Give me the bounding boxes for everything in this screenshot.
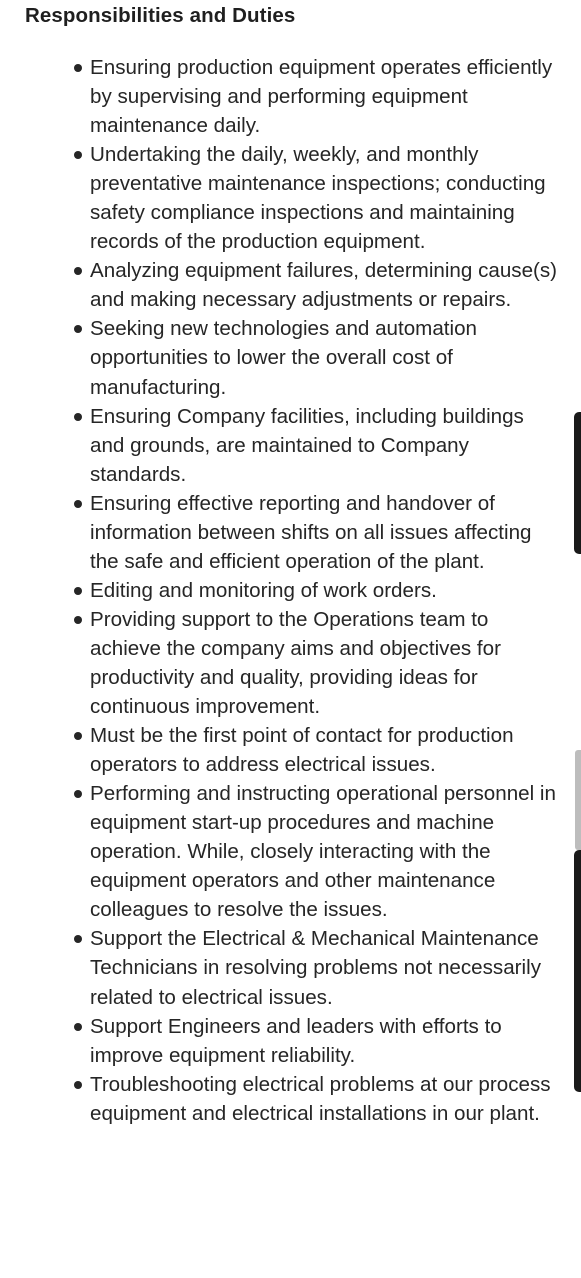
bullet-dot-icon xyxy=(74,325,82,333)
bullet-dot-icon xyxy=(74,790,82,798)
list-item xyxy=(90,779,558,924)
bullet-dot-icon xyxy=(74,587,82,595)
list-item xyxy=(90,721,558,779)
bullet-dot-icon xyxy=(74,1081,82,1089)
scrollbar-handle-lower[interactable] xyxy=(574,850,581,1092)
duty-text: Troubleshooting electrical problems at our process equipment and electrical installations in our plant. xyxy=(90,1072,551,1125)
duties-list xyxy=(90,53,558,1128)
duty-text: Ensuring effective reporting and handover of information between shifts on all issues affecting the safe and efficient operation of the plant. xyxy=(90,491,532,573)
list-item xyxy=(90,140,558,256)
list-item xyxy=(90,1012,558,1070)
section-heading: Responsibilities and Duties xyxy=(25,4,296,27)
duty-text: Support the Electrical & Mechanical Maintenance Technicians in resolving problems not necessarily related to electrical issues. xyxy=(90,927,541,1009)
list-item xyxy=(90,605,558,721)
bullet-dot-icon xyxy=(74,732,82,740)
bullet-dot-icon xyxy=(74,151,82,159)
duty-text: Must be the first point of contact for production operators to address electrical issues. xyxy=(90,724,514,777)
list-item xyxy=(90,576,558,605)
duty-text: Performing and instructing operational personnel in equipment start-up procedures and machine operation. While, closely interacting with the equipment operators and other maintenance colleagues to resolve the issues. xyxy=(90,782,556,922)
bullet-dot-icon xyxy=(74,1023,82,1031)
list-item xyxy=(90,489,558,576)
duty-text: Support Engineers and leaders with efforts to improve equipment reliability. xyxy=(90,1014,502,1067)
scrollbar-handle-upper[interactable] xyxy=(574,412,581,554)
duty-text: Providing support to the Operations team to achieve the company aims and objectives for productivity and quality, providing ideas for continuous improvement. xyxy=(90,607,501,719)
duty-text: Ensuring Company facilities, including buildings and grounds, are maintained to Company standards. xyxy=(90,404,524,486)
list-item xyxy=(90,256,558,314)
list-item xyxy=(90,1070,558,1128)
bullet-dot-icon xyxy=(74,413,82,421)
list-item xyxy=(90,53,558,140)
duty-text: Editing and monitoring of work orders. xyxy=(90,578,437,602)
duty-text: Ensuring production equipment operates efficiently by supervising and performing equipment maintenance daily. xyxy=(90,56,553,138)
bullet-dot-icon xyxy=(74,616,82,624)
duty-text: Seeking new technologies and automation opportunities to lower the overall cost of manufacturing. xyxy=(90,317,477,399)
bullet-dot-icon xyxy=(74,64,82,72)
bullet-dot-icon xyxy=(74,267,82,275)
list-item xyxy=(90,402,558,489)
list-item xyxy=(90,924,558,1011)
bullet-dot-icon xyxy=(74,935,82,943)
duty-text: Analyzing equipment failures, determining cause(s) and making necessary adjustments or repairs. xyxy=(90,259,558,312)
duty-text: Undertaking the daily, weekly, and monthly preventative maintenance inspections; conducting safety compliance inspections and maintaining records of the production equipment. xyxy=(90,143,546,254)
list-item xyxy=(90,314,558,401)
scrollbar-track-segment[interactable] xyxy=(575,750,581,850)
bullet-dot-icon xyxy=(74,500,82,508)
